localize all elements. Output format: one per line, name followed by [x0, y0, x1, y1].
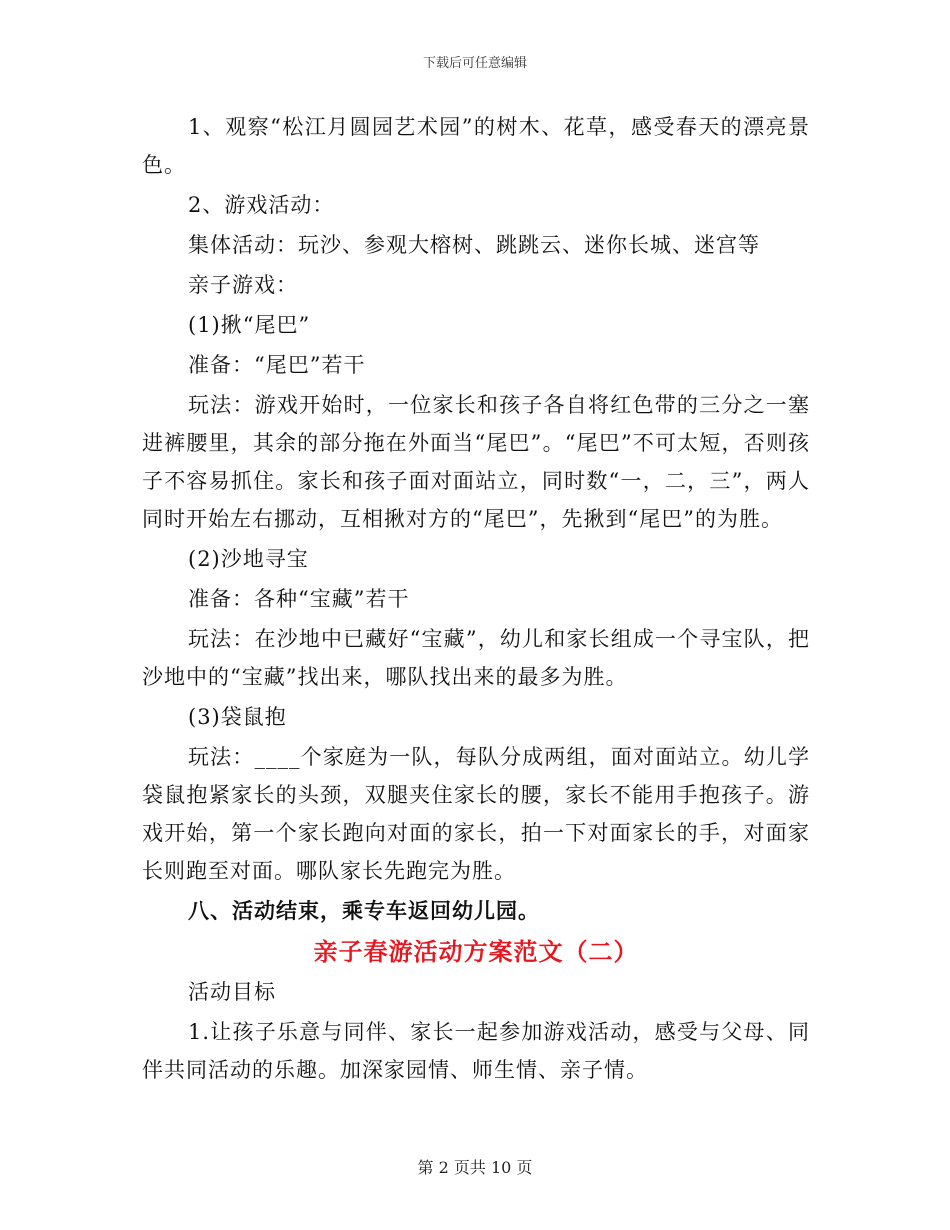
section-end-heading: 八、活动结束，乘专车返回幼儿园。	[188, 898, 540, 923]
paragraph: 1.让孩子乐意与同伴、家长一起参加游戏活动，感受与父母、同伴共同活动的乐趣。加深家园情、师生情、亲子情。	[142, 1020, 810, 1082]
paragraph: 集体活动：玩沙、参观大榕树、跳跳云、迷你长城、迷宫等	[188, 233, 760, 257]
paragraph: 亲子游戏：	[188, 273, 298, 297]
paragraph: 玩法：游戏开始时，一位家长和孩子各自将红色带的三分之一塞进裤腰里，其余的部分拖在外面当“尾巴”。“尾巴”不可太短，否则孩子不容易抓住。家长和孩子面对面站立，同时数“一，二，三”，两人同时开始左右挪动，互相揪对方的“尾巴”，先揪到“尾巴”的为胜。	[142, 393, 810, 531]
paragraph: 活动目标	[188, 980, 276, 1004]
paragraph: (2)沙地寻宝	[188, 547, 309, 571]
paragraph: 玩法：____个家庭为一队，每队分成两组，面对面站立。幼儿学袋鼠抱紧家长的头颈，双腿夹住家长的腰，家长不能用手抱孩子。游戏开始，第一个家长跑向对面的家长，拍一下对面家长的手，对面家长则跑至对面。哪队家长先跑完为胜。	[142, 745, 810, 883]
page-header: 下载后可任意编辑	[422, 56, 527, 71]
paragraph: 玩法：在沙地中已藏好“宝藏”，幼儿和家长组成一个寻宝队，把沙地中的“宝藏”找出来，哪队找出来的最多为胜。	[142, 627, 810, 689]
paragraph: 准备：“尾巴”若干	[188, 353, 366, 377]
page-footer: 第 2 页共 10 页	[417, 1158, 533, 1177]
paragraph: (3)袋鼠抱	[188, 705, 287, 729]
document-body	[142, 108, 810, 1091]
paragraph: (1)揪“尾巴”	[188, 313, 311, 337]
paragraph: 1、观察“松江月圆园艺术园”的树木、花草，感受春天的漂亮景色。	[142, 115, 810, 177]
paragraph: 准备：各种“宝藏”若干	[188, 587, 410, 611]
section-title: 亲子春游活动方案范文（二）	[313, 937, 639, 966]
paragraph: 2、游戏活动：	[188, 193, 335, 217]
